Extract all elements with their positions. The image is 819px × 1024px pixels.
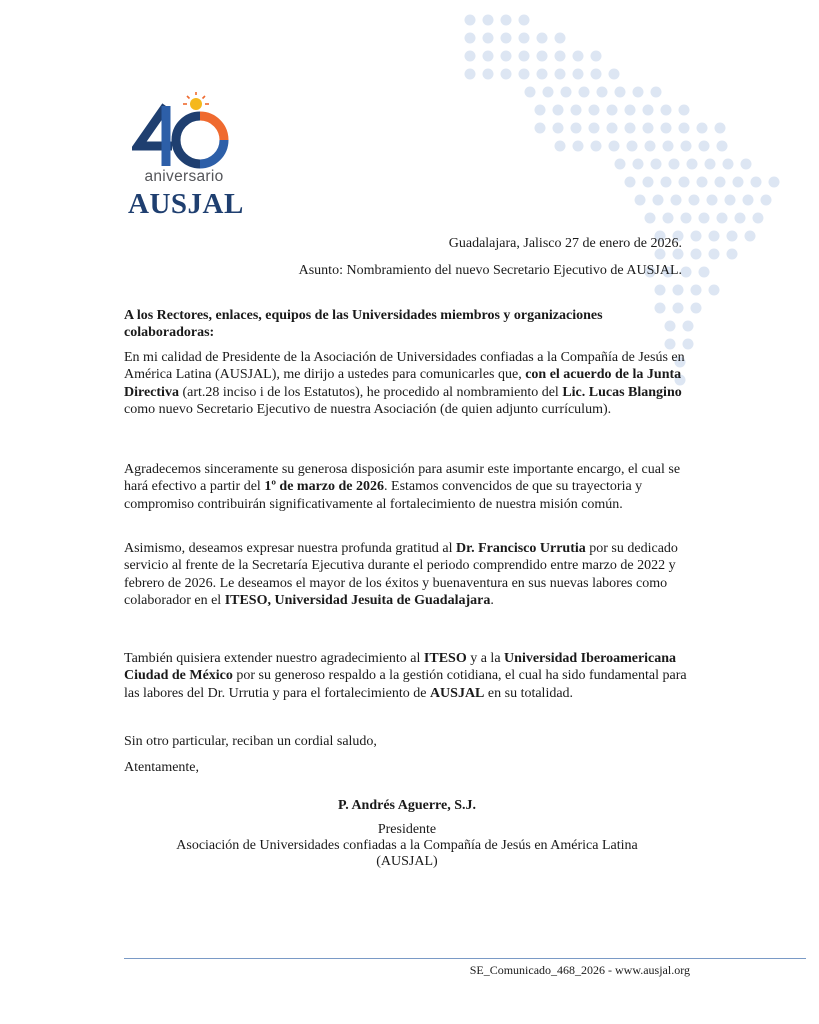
background-dot [553, 105, 564, 116]
background-dot [651, 87, 662, 98]
background-dot [697, 123, 708, 134]
background-dot [697, 177, 708, 188]
background-dot [535, 105, 546, 116]
background-dot [689, 195, 700, 206]
background-dot [691, 231, 702, 242]
background-dot [519, 69, 530, 80]
text: Asimismo, deseamos expresar nuestra profunda gratitud al [124, 541, 457, 556]
logo-sun-icon [183, 92, 209, 110]
background-dot [555, 69, 566, 80]
background-dot [741, 159, 752, 170]
background-dot [537, 51, 548, 62]
background-dot [645, 141, 656, 152]
background-dot [591, 141, 602, 152]
background-dot [597, 87, 608, 98]
background-dot [519, 51, 530, 62]
background-dot [501, 33, 512, 44]
background-dot [727, 231, 738, 242]
place-date: Guadalajara, Jalisco 27 de enero de 2026. [448, 236, 682, 251]
atentamente: Atentamente, [124, 760, 200, 775]
signature-role: Presidente [377, 822, 437, 837]
text: como nuevo Secretario Ejecutivo de nuestra Asociación (de quien adjunto currículum). [124, 401, 612, 417]
background-dot [615, 87, 626, 98]
background-dot [501, 15, 512, 26]
background-dot [465, 69, 476, 80]
greeting: A los Rectores, enlaces, equipos de las Universidades miembros y organizaciones colaboradoras: [124, 308, 603, 341]
logo-number-text: 40 [184, 154, 186, 155]
background-dot [691, 303, 702, 314]
background-dot [561, 87, 572, 98]
background-dot [483, 51, 494, 62]
background-dot [589, 123, 600, 134]
bold-text: ITESO [423, 651, 467, 666]
background-dot [609, 141, 620, 152]
background-dot [751, 177, 762, 188]
signature-organization: Asociación de Universidades confiadas a la Compañía de Jesús en América Latina [176, 838, 638, 853]
background-dot [733, 177, 744, 188]
background-dot [709, 249, 720, 260]
background-dot [735, 213, 746, 224]
background-dot [543, 87, 554, 98]
background-dot [743, 195, 754, 206]
background-dot [571, 105, 582, 116]
background-dot [709, 285, 720, 296]
background-dot [687, 159, 698, 170]
background-dot [591, 69, 602, 80]
background-dot [671, 195, 682, 206]
logo-aniversario-text: aniversario [144, 168, 224, 185]
background-dot [727, 249, 738, 260]
background-dot [673, 285, 684, 296]
background-dot [573, 141, 584, 152]
background-dot [651, 159, 662, 170]
background-dot [465, 51, 476, 62]
text: Agradecemos sinceramente su generosa disposición para asumir este importante encargo, el cual se hará efectivo a partir del [124, 462, 681, 495]
background-dot [625, 177, 636, 188]
background-dot [753, 213, 764, 224]
ausjal-40-anniversary-logo [128, 92, 244, 232]
background-dot [661, 123, 672, 134]
background-dot [655, 285, 666, 296]
bold-text: con el acuerdo de la Junta Directiva [124, 367, 682, 400]
background-dot [465, 33, 476, 44]
background-dot [663, 213, 674, 224]
logo-40-graphic [132, 92, 236, 170]
background-dot [571, 123, 582, 134]
background-dot [717, 141, 728, 152]
background-dot [699, 213, 710, 224]
text: y a la [466, 651, 505, 666]
background-dot [627, 141, 638, 152]
background-dot [761, 195, 772, 206]
background-dot [483, 33, 494, 44]
background-dot [661, 177, 672, 188]
footer-reference: SE_Comunicado_468_2026 - www.ausjal.org [469, 963, 690, 977]
background-dot [609, 69, 620, 80]
background-dot [573, 51, 584, 62]
paragraph-gratitude [124, 540, 690, 609]
background-dot [643, 123, 654, 134]
paragraph-appointment [124, 349, 690, 418]
footer-divider [124, 958, 806, 959]
bold-text: AUSJAL [429, 685, 485, 701]
background-dot [769, 177, 780, 188]
text: en su totalidad. [484, 685, 574, 701]
paragraph-start-date [124, 461, 690, 513]
background-dot [725, 195, 736, 206]
background-dot [663, 141, 674, 152]
background-dot [465, 15, 476, 26]
background-dot [669, 159, 680, 170]
signature-abbreviation: (AUSJAL) [376, 854, 438, 869]
background-dot [501, 51, 512, 62]
background-dot [607, 105, 618, 116]
bold-text: Dr. Francisco Urrutia [456, 541, 586, 556]
background-dot [643, 177, 654, 188]
bold-text: Lic. Lucas Blangino [562, 384, 682, 400]
background-dot [519, 33, 530, 44]
background-dot [633, 87, 644, 98]
background-dot [691, 249, 702, 260]
background-dot [707, 195, 718, 206]
text: (art.28 inciso i de los Estatutos), he procedido al nombramiento del [178, 384, 563, 400]
background-dot [715, 123, 726, 134]
bold-text: 1º de marzo de 2026 [264, 479, 385, 495]
background-dot [705, 159, 716, 170]
background-dot [591, 51, 602, 62]
background-dot [579, 87, 590, 98]
background-dot [483, 69, 494, 80]
background-dot [679, 123, 690, 134]
background-dot [535, 123, 546, 134]
signature-name: P. Andrés Aguerre, S.J. [337, 798, 477, 813]
background-dot [537, 33, 548, 44]
background-dot [717, 213, 728, 224]
background-dot [653, 195, 664, 206]
background-dot [699, 267, 710, 278]
closing: Sin otro particular, reciban un cordial saludo, [124, 734, 377, 749]
background-dot [679, 105, 690, 116]
bold-text: ITESO, Universidad Jesuita de Guadalajara [224, 592, 491, 608]
background-dot [681, 267, 692, 278]
text: por su generoso respaldo a la gestión cotidiana, el cual ha sido fundamental para las labores del Dr. Urrutia y para el fortalecimiento de [124, 668, 687, 701]
background-dot [607, 123, 618, 134]
text: En mi calidad de Presidente de la Asociación de Universidades confiadas a la Compañía de Jesús en América Latina (AUSJAL), me dirijo a ustedes para comunicarles que, [124, 350, 685, 383]
background-dot [679, 177, 690, 188]
text: por su dedicado servicio al frente de la Secretaría Ejecutiva durante el periodo comprendido entre marzo de 2022 y febrero de 2026. Le deseamos el mayor de los éxitos y buenaventura en sus nuevas labores como colaborador en el [124, 541, 678, 608]
background-dot [553, 123, 564, 134]
background-dot [661, 105, 672, 116]
background-dot [589, 105, 600, 116]
background-dot [635, 195, 646, 206]
background-dot [723, 159, 734, 170]
background-dot [745, 231, 756, 242]
text: . [490, 592, 494, 608]
subject-line: Asunto: Nombramiento del nuevo Secretario Ejecutivo de AUSJAL. [298, 263, 682, 278]
paragraph-thanks [124, 650, 690, 702]
background-dot [633, 159, 644, 170]
background-dot [709, 231, 720, 242]
background-dot [555, 33, 566, 44]
background-dot [573, 69, 584, 80]
text: . Estamos convencidos de que su trayectoria y compromiso contribuirán significativamente al fortalecimiento de nuestra misión común. [124, 479, 643, 512]
background-dot [625, 105, 636, 116]
logo-ausjal-text: AUSJAL [128, 188, 244, 220]
background-dot [555, 141, 566, 152]
background-dot [483, 15, 494, 26]
bold-text: Universidad Iberoamericana Ciudad de México [124, 651, 677, 684]
background-dot [645, 213, 656, 224]
background-dot [625, 123, 636, 134]
background-dot [519, 15, 530, 26]
background-dot [537, 69, 548, 80]
background-dot [681, 213, 692, 224]
background-dot [691, 285, 702, 296]
background-dot [681, 141, 692, 152]
background-dot [501, 69, 512, 80]
background-dot [525, 87, 536, 98]
background-dot [555, 51, 566, 62]
text: También quisiera extender nuestro agradecimiento al [124, 651, 424, 666]
background-dot [699, 141, 710, 152]
background-dot [643, 105, 654, 116]
background-dot [615, 159, 626, 170]
background-dot [715, 177, 726, 188]
